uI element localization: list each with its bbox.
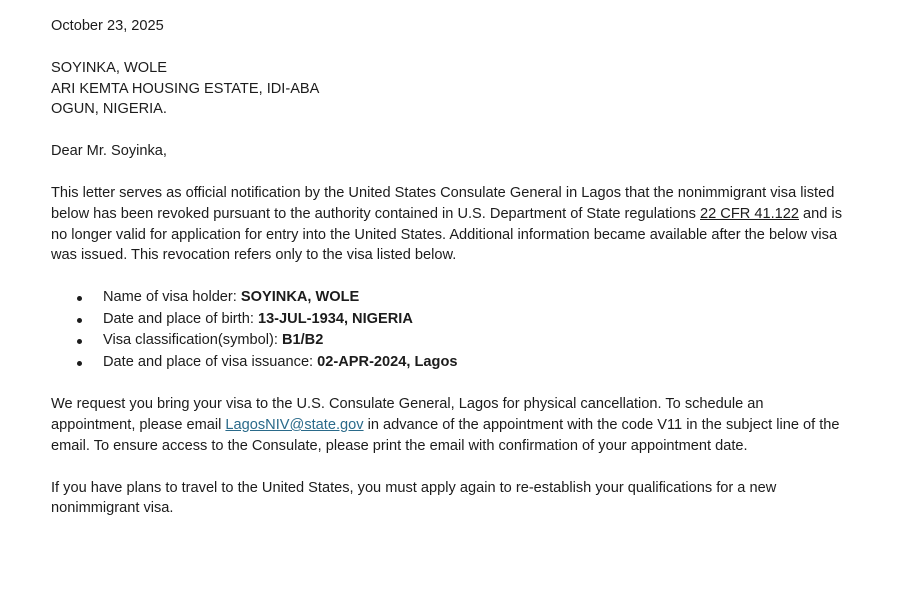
cancellation-text-start: We request you bring your visa to the U.S. Consulate General, Lagos for physical cancellation. To schedule an appointment, please email [51,396,764,433]
detail-label: Date and place of birth: [103,310,258,327]
detail-label: Date and place of visa issuance: [103,353,318,370]
detail-value: SOYINKA, WOLE [240,289,360,306]
detail-value: 13-JUL-1934, NIGERIA [257,310,413,327]
revocation-paragraph [51,183,851,266]
cancellation-text-end: in advance of the appointment with the code V11 in the subject line of the email. To ensure access to the Consulate, please print the email with confirmation of your appointment date. [51,416,840,454]
cancellation-paragraph [51,394,851,456]
revocation-text-end: and is no longer valid for application for entry into the United States. Additional information became available after the below visa was issued. This revocation refers only to the visa listed below. [51,205,842,264]
letter [51,16,851,540]
regulation-reference: 22 CFR 41.122 [700,205,799,222]
address-line-name: SOYINKA, WOLE [51,59,167,76]
address-line-region: OGUN, NIGERIA. [51,101,167,118]
recipient-address [51,58,851,120]
list-item [77,352,851,374]
detail-label: Visa classification(symbol): [103,332,282,349]
visa-details-list [51,287,851,373]
bullet-icon [77,318,82,323]
reapply-paragraph: If you have plans to travel to the United States, you must apply again to re-establish your qualifications for a new nonimmigrant visa. [51,479,777,517]
list-item [77,330,851,352]
detail-label: Name of visa holder: [103,289,241,306]
salutation: Dear Mr. Soyinka, [51,143,167,160]
list-item [77,309,851,331]
email-link[interactable]: LagosNIV@state.gov [225,416,364,433]
bullet-icon [77,361,82,366]
revocation-text-start: This letter serves as official notification by the United States Consulate General in Lagos that the nonimmigrant visa listed below has been revoked pursuant to the authority contained in U.S. Department of State regulations [51,184,835,222]
address-line-street: ARI KEMTA HOUSING ESTATE, IDI-ABA [51,80,320,97]
detail-value: 02-APR-2024, Lagos [317,353,458,370]
bullet-icon [77,339,82,344]
list-item [77,287,851,309]
letter-date: October 23, 2025 [51,18,164,34]
detail-value: B1/B2 [281,332,324,349]
bullet-icon [77,296,82,301]
